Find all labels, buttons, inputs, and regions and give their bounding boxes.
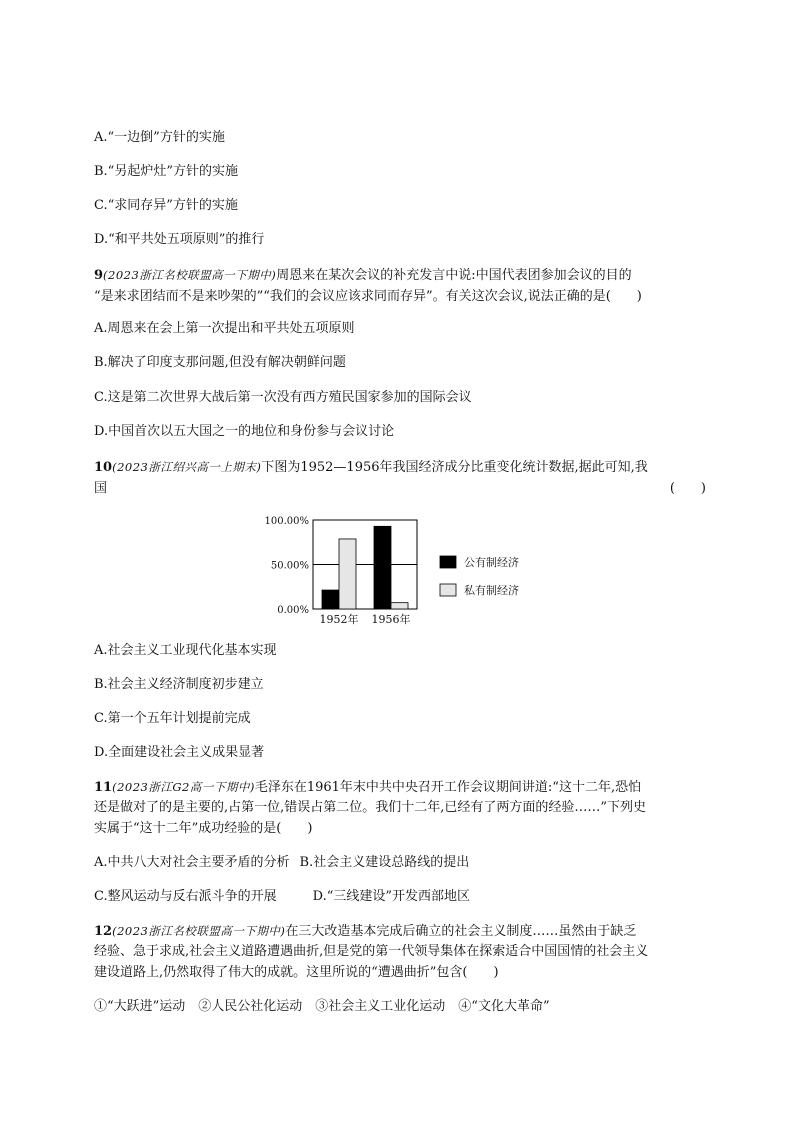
q10-number: 10 (94, 460, 113, 475)
q12-stem-line3: 建设道路上,仍然取得了伟大的成就。这里所说的“遭遇曲折”包含( ) (94, 965, 499, 980)
q11-option-a: A.中共八大对社会主要矛盾的分析 (94, 855, 290, 870)
q10-text-cont: 国 (94, 481, 108, 496)
legend-label: 公有制经济 (464, 556, 519, 569)
q10-option-d: D.全面建设社会主义成果显著 (94, 745, 265, 760)
y-tick-label: 50.00% (270, 560, 309, 572)
y-tick-label: 100.00% (264, 516, 309, 527)
q8-option-b: B.“另起炉灶”方针的实施 (94, 164, 238, 179)
q12-source: (2023浙江名校联盟高一下期中) (112, 924, 286, 938)
answer-paren: ( ) (669, 481, 706, 496)
q12-stem-line1 (94, 921, 704, 942)
q9-option-a: A.周恩来在会上第一次提出和平共处五项原则 (94, 321, 355, 336)
bar-public-0 (322, 590, 339, 609)
q11-stem-line3: 实属于“这十二年”成功经验的是( ) (94, 821, 313, 836)
q11-option-row2 (94, 887, 704, 907)
q9-stem-line2: “是来求团结而不是来吵架的”“我们的会议应该求同而存异”。有关这次会议,说法正确的是( ) (94, 289, 642, 304)
q9-option-c: C.这是第二次世界大战后第一次没有西方殖民国家参加的国际会议 (94, 390, 472, 405)
q10-option-b: B.社会主义经济制度初步建立 (94, 677, 264, 692)
q11-number: 11 (94, 780, 113, 795)
bar-private-0 (339, 539, 356, 609)
q12-items: ①“大跃进”运动 ②人民公社化运动 ③社会主义工业化运动 ④“文化大革命” (94, 999, 550, 1014)
legend-label: 私有制经济 (464, 584, 519, 597)
q12-number: 12 (94, 924, 113, 939)
q11-option-c: C.整风运动与反右派斗争的开展 (94, 889, 277, 904)
q10-text: 下图为1952—1956年我国经济成分比重变化统计数据,据此可知,我 (261, 460, 648, 475)
q11-stem-line1 (94, 777, 704, 798)
q11-option-d: D.“三线建设”开发西部地区 (312, 889, 471, 904)
q8-option-d: D.“和平共处五项原则”的推行 (94, 232, 265, 247)
y-tick-label: 0.00% (277, 605, 309, 616)
q9-option-b: B.解决了印度支那问题,但没有解决朝鲜问题 (94, 355, 346, 370)
q10-option-a: A.社会主义工业现代化基本实现 (94, 643, 277, 658)
q9-text: 周恩来在某次会议的补充发言中说:中国代表团参加会议的目的 (276, 268, 632, 283)
q9-stem-line1 (94, 265, 704, 286)
q10-option-c: C.第一个五年计划提前完成 (94, 711, 251, 726)
q10-source: (2023浙江绍兴高一上期末) (112, 460, 262, 474)
legend-swatch (440, 556, 456, 568)
q11-source: (2023浙江G2高一下期中) (112, 780, 255, 794)
x-tick-label: 1952年 (319, 613, 359, 626)
q9-option-d: D.中国首次以五大国之一的地位和身份参与会议讨论 (94, 424, 395, 439)
q10-stem-line2 (94, 479, 704, 499)
q11-stem-line2: 还是做对了的是主要的,占第一位,错误占第二位。我们十二年,已经有了两方面的经验……”下列史 (94, 800, 647, 815)
q9-number: 9 (94, 268, 104, 283)
q11-option-b: B.社会主义建设总路线的提出 (299, 855, 470, 870)
q9-source: (2023浙江名校联盟高一下期中) (103, 268, 277, 282)
x-tick-label: 1956年 (371, 613, 411, 626)
q10-stem-line1 (94, 457, 704, 478)
q12-stem-line2: 经验、急于求成,社会主义道路遭遇曲折,但是党的第一代领导集体在探索适合中国国情的社会主义 (94, 944, 649, 959)
q8-option-c: C.“求同存异”方针的实施 (94, 198, 238, 213)
economy-share-bar-chart (250, 508, 550, 628)
bar-public-1 (374, 526, 391, 609)
legend-swatch (440, 584, 456, 596)
q12-text: 在三大改造基本完成后确立的社会主义制度……虽然由于缺乏 (285, 924, 637, 939)
bar-private-1 (391, 603, 408, 609)
q11-text: 毛泽东在1961年末中共中央召开工作会议期间讲道:“这十二年,恐怕 (254, 780, 642, 795)
q11-option-row1 (94, 853, 704, 873)
q8-option-a: A.“一边倒”方针的实施 (94, 130, 225, 145)
